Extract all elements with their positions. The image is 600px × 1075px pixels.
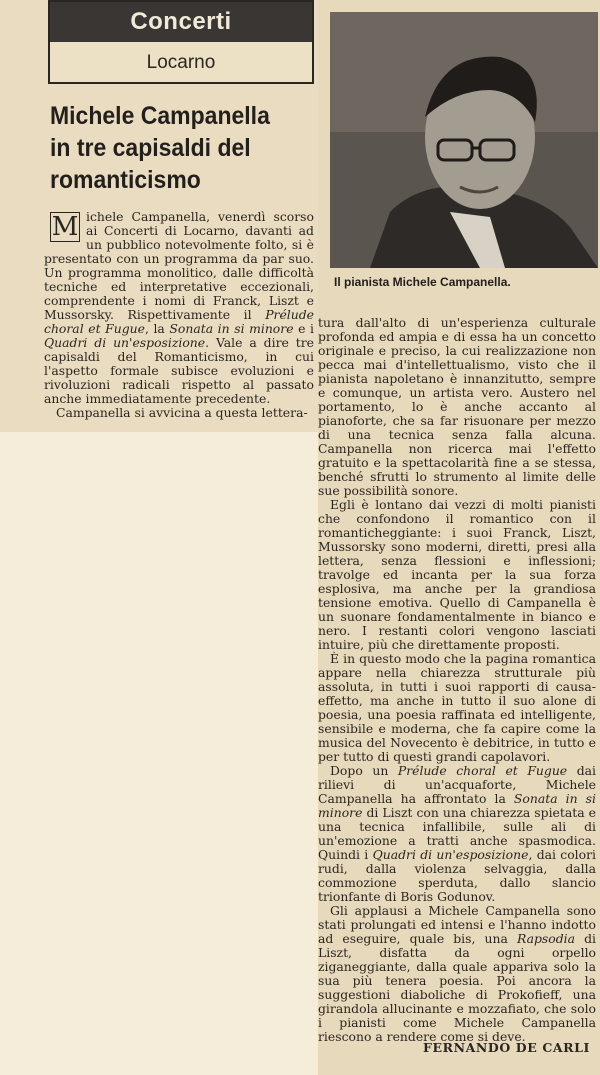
article-headline: Michele Campanella in tre capisaldi del romanticismo [50,102,270,194]
work-title: Prélude choral et Fugue [44,307,314,336]
work-title: Quadri di un'esposizione [44,335,206,350]
article-column-2 [318,316,596,1044]
text-run: e i [293,321,314,336]
work-title: Rapsodia [516,931,576,946]
text-run: Gli applausi a Michele Campanella sono stati prolungati ed intensi e l'hanno indotto ad eseguire, quale bis, una [318,903,596,946]
work-title: Sonata in si minore [169,321,294,336]
section-rubric [48,0,314,84]
paragraph: Egli è lontano dai vezzi di molti pianisti che confondono il romantico con il romanticheggiante: i suoi Franck, Liszt, Mussorsky sono moderni, diretti, presi alla lettera, senza flessioni e inflessioni; travolge ed incanta per la sua forza esplosiva, ma anche per la grandiosa tensione emotiva. Quello di Campanella è un suonare fondamentalmente in bianco e nero. I restanti colori vengono lasciati intuire, più che direttamente proposti. [318,497,596,652]
section-label: Concerti [50,2,312,42]
city-label: Locarno [146,52,216,73]
paragraph [318,904,596,1044]
paragraph [318,764,596,904]
paragraph: È in questo modo che la pagina romantica appare nella chiarezza strutturale più assoluta, in tutti i suoi rapporti di causa-effetto, ma anche in tutto il suo alone di poesia, una poesia raffinata ed intelligente, sensibile e moderna, che fa capire come la musica del Novecento è debitrice, in tutto e per tutto di questi grandi capolavori. [318,651,596,764]
photo-caption: Il pianista Michele Campanella. [334,275,511,289]
text-run: , dai colori rudi, dalla violenza selvaggia, dalla commozione sperduta, dallo slancio trionfante di Boris Godunov. [318,847,596,904]
drop-cap: M [51,212,79,242]
text-run: di Liszt con una chiarezza spietata e una tecnica infallibile, sulle ali di un'emozione a tratti anche spasmodica. Quindi i [318,805,596,862]
portrait-image [330,12,598,268]
work-title: Sonata in si minore [318,791,596,820]
paragraph [44,210,314,406]
text-run: Dopo un [330,763,398,778]
text-run: , la [144,321,170,336]
paragraph: tura dall'alto di un'esperienza culturale profonda ed ampia e di essa ha un concetto originale e preciso, la cui realizzazione non pecca mai d'intellettualismo, visto che il pianista napoletano è innanzitutto, sempre e comunque, un artista vero. Austero nel portamento, lo è anche accanto al pianoforte, che sa far risuonare per mezzo di una tecnica senza falla alcuna. Campanella non ricerca mai l'effetto gratuito e la spettacolarità fine a se stessa, benché sfrutti lo strumento al limite delle sue possibilità sonore. [318,315,596,498]
author-byline: FERNANDO DE CARLI [422,1040,590,1055]
blank-background [0,432,318,1075]
text-run: di Liszt, disfatta da ogni orpello ziganeggiante, dalla quale appariva solo la sua più tenera poesia. Poi ancora la suggestioni diaboliche di Prokofieff, una girandola allucinante e mozzafiato, che solo i pianisti come Michele Campanella riescono a rendere come si deve. [318,931,596,1044]
article-column-1 [44,210,314,420]
pianist-photo [330,12,598,268]
work-title: Prélude choral et Fugue [397,763,568,778]
text-run: . Vale a dire tre capisaldi del Romanticismo, in cui l'aspetto formale subisce evoluzioni e rivoluzioni radicali rispetto al passato anche immediatamente precedente. [44,335,314,406]
text-run: dai rilievi di un'acquaforte, Michele Campanella ha affrontato la [318,763,596,806]
text-run: ichele Campanella, venerdì scorso ai Concerti di Locarno, davanti ad un pubblico notevolmente folto, si è presentato con un programma da par suo. Un programma monolitico, dalle difficoltà tecniche ed interpretative eccezionali, comprendente i nomi di Franck, Liszt e Mussorsky. Rispettivamente il [44,209,314,322]
paragraph: Campanella si avvicina a questa lettera- [56,405,308,420]
work-title: Quadri di un'esposizione [372,847,529,862]
